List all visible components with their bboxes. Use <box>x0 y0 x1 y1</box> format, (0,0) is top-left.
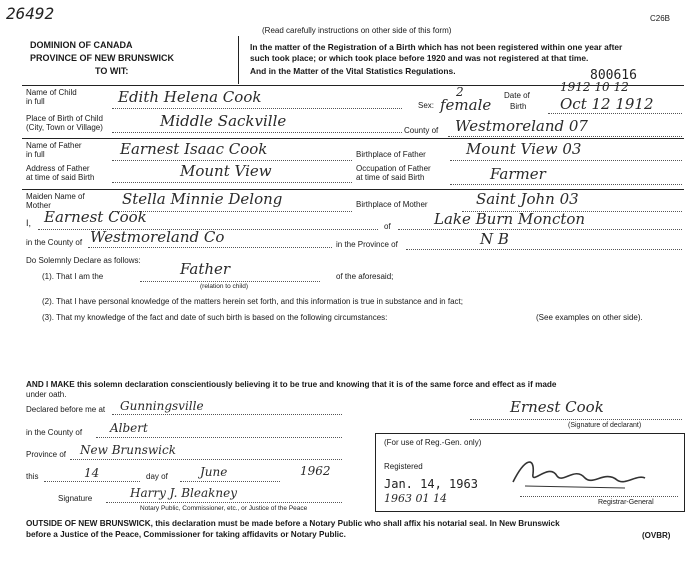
header-matter-2: such took place; or which took place before 1920 and was not registered at that time. <box>250 53 589 63</box>
value-place-birth: Middle Sackville <box>160 112 287 130</box>
label-declarant-signature: (Signature of declarant) <box>568 422 642 429</box>
value-mother-birthplace: Saint John 03 <box>476 190 579 208</box>
value-declarant-signature: Ernest Cook <box>510 398 604 416</box>
label-father-address: Address of Father <box>26 164 90 173</box>
line-father-name <box>112 160 352 161</box>
line-date <box>548 113 682 114</box>
label-notary: Notary Public, Commissioner, etc., or Justice of the Peace <box>140 505 308 512</box>
header-brace <box>238 36 239 84</box>
line-decl-county <box>96 437 342 438</box>
label-item3-note: (See examples on other side). <box>536 313 643 322</box>
line-declarant-county <box>88 247 332 248</box>
header-instructions: (Read carefully instructions on other side of this form) <box>262 26 452 35</box>
line-father-occupation <box>450 184 682 185</box>
label-place-birth-sub: (City, Town or Village) <box>26 123 103 132</box>
label-father-occupation-sub: at time of said Birth <box>356 173 425 182</box>
line-decl-province <box>70 459 342 460</box>
line-child-name <box>112 108 402 109</box>
header-province: PROVINCE OF NEW BRUNSWICK <box>30 53 174 63</box>
label-sex: Sex: <box>418 101 435 110</box>
label-child-name-full: in full <box>26 97 45 106</box>
label-maiden-mother: Mother <box>26 201 51 210</box>
line-relation <box>140 281 320 282</box>
registrar-signature <box>505 452 655 492</box>
value-signer: Harry J. Bleakney <box>130 486 237 500</box>
value-day: 14 <box>84 466 100 480</box>
label-father-name-full: in full <box>26 150 45 159</box>
value-relation: Father <box>180 260 231 278</box>
label-registered: Registered <box>384 462 423 471</box>
value-sex-number: 2 <box>456 85 464 99</box>
line-declared-place <box>112 414 342 415</box>
label-decl-province: Province of <box>26 450 67 459</box>
footer-line-1 <box>26 519 560 528</box>
label-maiden-name: Maiden Name of <box>26 192 85 201</box>
line-mother-name <box>112 211 352 212</box>
value-child-name: Edith Helena Cook <box>118 88 262 106</box>
value-month: June <box>200 465 228 479</box>
declaration-text-1 <box>26 380 556 389</box>
value-declarant-county: Westmoreland Co <box>90 228 225 246</box>
label-item1: (1). That I am the <box>42 272 104 281</box>
header-dominion: DOMINION OF CANADA <box>30 40 133 50</box>
value-decl-province: New Brunswick <box>80 443 176 457</box>
label-item3: (3). That my knowledge of the fact and date of such birth is based on the following circumstances: <box>42 313 388 322</box>
value-father-birthplace: Mount View 03 <box>466 140 582 158</box>
label-decl-county: in the County of <box>26 428 83 437</box>
registrar-box-title: (For use of Reg.-Gen. only) <box>384 438 482 447</box>
value-county: Westmoreland 07 <box>455 117 588 135</box>
value-decl-county: Albert <box>110 421 148 435</box>
rule-2 <box>22 138 684 139</box>
stamp-number: 26492 <box>6 4 55 23</box>
label-father-name: Name of Father <box>26 141 82 150</box>
value-declarant-of: Lake Burn Moncton <box>434 210 586 228</box>
line-day <box>44 481 140 482</box>
label-in-province: in the Province of <box>336 240 398 249</box>
declaration-text-1-bold: AND I MAKE this solemn declaration conscientiously believing it to be true and knowing that it is of the same force and effect as if made <box>26 380 557 389</box>
footer-rest: this declaration must be made before a Notary Public who shall affix his notarial seal. In New Brunswick <box>155 519 560 528</box>
footer-line-2 <box>26 530 346 539</box>
line-place-birth <box>112 132 402 133</box>
line-declarant-of <box>398 229 682 230</box>
line-father-birthplace <box>450 160 682 161</box>
registration-number: 800616 <box>590 68 637 83</box>
label-registrar-general: Registrar-General <box>598 499 654 506</box>
value-date-hand: Oct 12 1912 <box>560 95 654 113</box>
value-mother-name: Stella Minnie Delong <box>122 190 283 208</box>
line-signer <box>106 502 342 503</box>
value-year: 1962 <box>300 464 331 478</box>
header-matter-1: In the matter of the Registration of a Birth which has not been registered within one year after <box>250 42 623 52</box>
footer-line-2-text: before a Justice of the Peace, Commissioner for taking affidavits or Notary Public. <box>26 530 346 539</box>
label-item2: (2). That I have personal knowledge of the matters herein set forth, and this information is true in substance and in fact; <box>42 297 463 306</box>
value-father-address: Mount View <box>180 162 272 180</box>
label-i: I, <box>26 218 32 228</box>
label-birth: Birth <box>510 102 527 111</box>
label-father-address-sub: at time of said Birth <box>26 173 95 182</box>
label-child-name: Name of Child <box>26 88 77 97</box>
label-of: of <box>384 222 391 231</box>
header-to-wit: TO WIT: <box>95 66 129 76</box>
label-father-occupation: Occupation of Father <box>356 164 431 173</box>
label-item1-rest: of the aforesaid; <box>336 272 394 281</box>
value-declarant: Earnest Cook <box>44 208 147 226</box>
value-date-typed: 1912 10 12 <box>560 80 629 94</box>
value-registered-date-hand: 1963 01 14 <box>384 492 447 505</box>
value-father-occupation: Farmer <box>490 165 546 183</box>
label-signature: Signature <box>58 494 93 503</box>
value-declared-place: Gunningsville <box>120 399 204 413</box>
footer-bold: OUTSIDE OF NEW BRUNSWICK, <box>26 519 153 528</box>
label-in-county: in the County of <box>26 238 83 247</box>
label-day-of: day of <box>146 472 168 481</box>
label-place-birth: Place of Birth of Child <box>26 114 103 123</box>
label-mother-birthplace: Birthplace of Mother <box>356 200 428 209</box>
form-code: C26B <box>650 14 671 23</box>
footer-code: (OVBR) <box>642 531 671 540</box>
label-this: this <box>26 472 39 481</box>
label-county-of: County of <box>404 126 439 135</box>
header-matter-3: And in the Matter of the Vital Statistics Regulations. <box>250 66 456 76</box>
label-relation-to-child: (relation to child) <box>200 283 249 290</box>
line-declarant-province <box>406 249 682 250</box>
declaration-text-2: under oath. <box>26 390 67 399</box>
value-sex: female <box>440 96 492 114</box>
value-father-name: Earnest Isaac Cook <box>120 140 268 158</box>
value-registered-date: Jan. 14, 1963 <box>384 477 478 491</box>
label-father-birthplace: Birthplace of Father <box>356 150 426 159</box>
value-declarant-province: N B <box>480 230 509 248</box>
line-declarant-signature <box>470 419 682 420</box>
label-date-of: Date of <box>504 91 530 100</box>
line-county <box>448 136 682 137</box>
line-registrar <box>520 496 678 497</box>
label-declared-before: Declared before me at <box>26 405 106 414</box>
line-month <box>180 481 280 482</box>
label-declare: Do Solemnly Declare as follows: <box>26 256 141 265</box>
line-father-address <box>112 182 352 183</box>
